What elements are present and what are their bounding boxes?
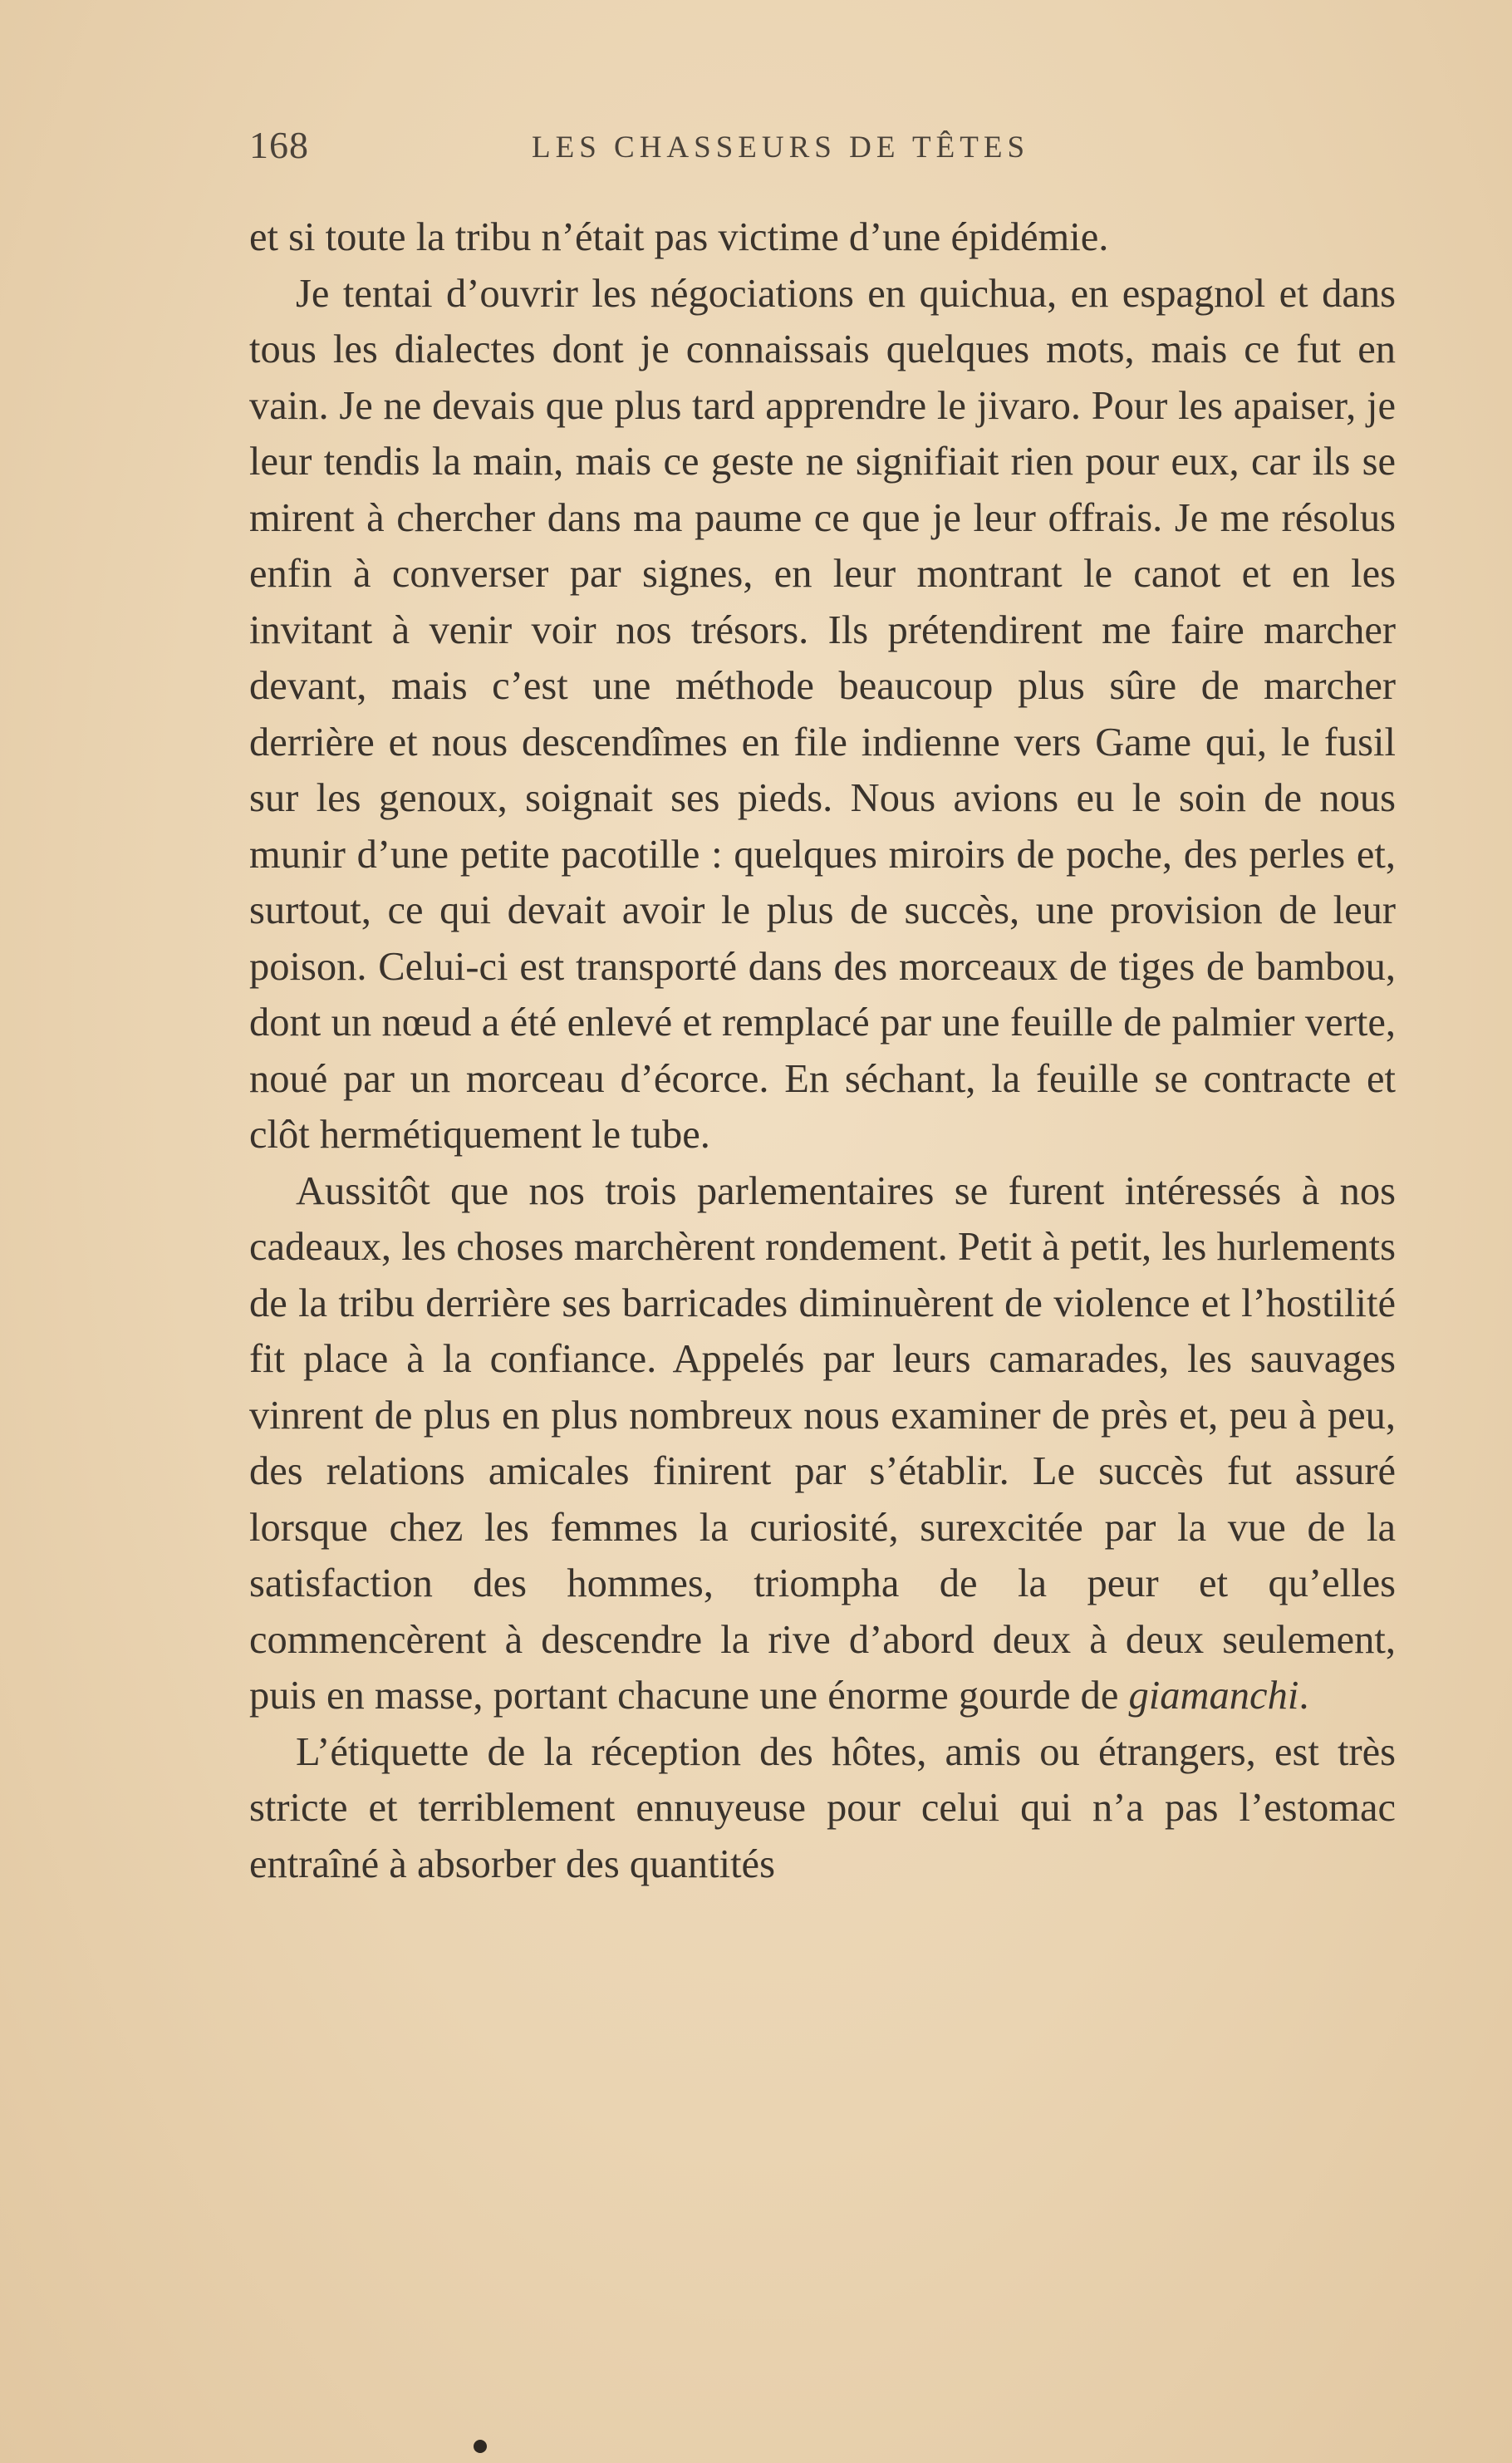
paragraph-text: Je tentai d’ouvrir les négociations en quichua, en espagnol et dans tous les dialectes dont je connaissais quelques mots, mais ce fut en vain. Je ne devais que plus tard apprendre le jivaro. Pour les apaiser, je leur tendis la main, mais ce geste ne signifiait rien pour eux, car ils se mirent à chercher dans ma paume ce que je leur offrais. Je me résolus enfin à converser par signes, en leur montrant le canot et en les invitant à venir voir nos trésors. Ils prétendirent me faire marcher devant, mais c’est une méthode beaucoup plus sûre de marcher derrière et nous descendîmes en file indienne vers Game qui, le fusil sur les genoux, soignait ses pieds. Nous avions eu le soin de nous munir d’une petite pacotille : quelques miroirs de poche, des perles et, surtout, ce qui devait avoir le plus de succès, une provision de leur poison. Celui-ci est transporté dans des morceaux de tiges de bambou, dont un nœud a été enlevé et remplacé par une feuille de palmier verte, noué par un morceau d’écorce. En séchant, la feuille se contracte et clôt hermétiquement le tube. xyxy=(249,271,1396,1157)
running-head: LES CHASSEURS DE TÊTES xyxy=(532,130,1030,165)
paragraph xyxy=(249,1163,1396,1724)
paragraph-text: et si toute la tribu n’était pas victime d’une épidémie. xyxy=(249,215,1109,259)
page-number: 168 xyxy=(249,124,309,166)
page-header xyxy=(249,123,1396,173)
paragraph xyxy=(249,266,1396,1163)
paragraph-end: . xyxy=(1298,1674,1309,1718)
paragraph xyxy=(249,1724,1396,1893)
italic-term: giamanchi xyxy=(1128,1674,1299,1718)
paragraph-text: Aussitôt que nos trois parlementaires se furent intéressés à nos cadeaux, les choses marchèrent rondement. Petit à petit, les hurlements de la tribu derrière ses barricades diminuèrent de violence et l’hostilité fit place à la confiance. Appelés par leurs camarades, les sauvages vinrent de plus en plus nombreux nous examiner de près et, peu à peu, des relations amicales finirent par s’établir. Le succès fut assuré lorsque chez les femmes la curiosité, surexcitée par la vue de la satisfaction des hommes, triompha de la peur et qu’elles commencèrent à descendre la rive d’abord deux à deux seulement, puis en masse, portant chacune une énorme gourde de xyxy=(249,1168,1396,1718)
body-text xyxy=(249,209,1396,1892)
paragraph-continuation xyxy=(249,209,1396,266)
ink-spot xyxy=(474,2440,487,2453)
paragraph-text: L’étiquette de la réception des hôtes, amis ou étrangers, est très stricte et terriblement ennuyeuse pour celui qui n’a pas l’estomac entraîné à absorber des quantités xyxy=(249,1729,1396,1886)
